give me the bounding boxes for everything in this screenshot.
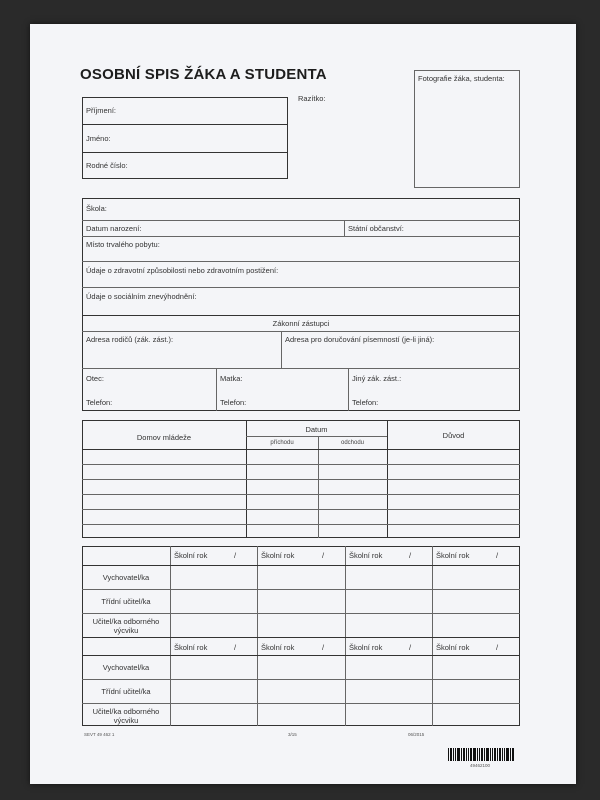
barcode-bar [470,748,472,761]
divider [246,436,387,437]
divider [318,436,319,538]
social-label: Údaje o sociálním znevýhodnění: [86,292,197,301]
date-header: Datum [305,425,328,434]
divider [82,236,520,237]
school-year-header: Školní rok [436,551,470,560]
barcode-bar [455,748,456,761]
school-year-header: Školní rok [349,551,383,560]
barcode-bar [457,748,460,761]
divider [257,546,258,726]
table-row [82,464,520,465]
reason-header: Důvod [442,431,465,440]
barcode-bar [484,748,485,761]
school-year-header: Školní rok [436,643,470,652]
form-title: OSOBNÍ SPIS ŽÁKA A STUDENTA [80,66,327,83]
barcode-bar [468,748,469,761]
class-teacher-label: Třídní učitel/ka [101,687,151,696]
divider [432,546,433,726]
divider [345,546,346,726]
divider [348,368,349,411]
first-name-label: Jméno: [86,134,111,143]
barcode-bar [461,748,462,761]
vocational-teacher-label: Učitel/ka odborného výcviku [92,707,160,725]
slash: / [409,643,412,652]
school-year-header: Školní rok [261,643,295,652]
stamp-label: Razítko: [298,94,326,103]
school-year-header: Školní rok [174,643,208,652]
health-label: Údaje o zdravotní způsobilosti nebo zdravotním postižení: [86,266,279,275]
form-sheet [30,24,576,784]
barcode-bar [448,748,449,761]
divider [82,124,288,125]
barcode-bar [466,748,467,761]
barcode-bar [502,748,503,761]
departure-header: odchodu [340,440,365,446]
footer-code: SEVT 49 462 1 [84,732,115,737]
divider [82,220,520,221]
photo-label: Fotografie žáka, studenta: [418,74,505,83]
divider [281,331,282,368]
divider [82,589,520,590]
divider [82,152,288,153]
divider [344,220,345,236]
father-label: Otec: [86,374,104,383]
barcode-bar [506,748,509,761]
school-section [82,198,520,411]
surname-label: Příjmení: [86,106,117,115]
educator-label: Vychovatel/ka [102,663,150,672]
slash: / [234,551,237,560]
phone-label: Telefon: [352,398,379,407]
divider [82,655,520,656]
divider [82,565,520,566]
table-row [82,494,520,495]
barcode-bar [512,748,514,761]
slash: / [322,551,325,560]
slash: / [234,643,237,652]
divider [82,261,520,262]
school-year-header: Školní rok [261,551,295,560]
delivery-address-label: Adresa pro doručování písemností (je-li jiná): [285,335,435,344]
divider [170,546,171,726]
barcode-bar [477,748,478,761]
parents-address-label: Adresa rodičů (zák. zást.): [86,335,174,344]
mother-label: Matka: [220,374,243,383]
school-label: Škola: [86,204,107,213]
barcode-bar [494,748,496,761]
slash: / [322,643,325,652]
divider [82,703,520,704]
barcode-bar [492,748,493,761]
divider [82,368,520,369]
slash: / [409,551,412,560]
phone-label: Telefon: [86,398,113,407]
divider [82,287,520,288]
barcode-bar [486,748,489,761]
barcode-number: 49462100 [470,763,491,768]
divider [82,679,520,680]
barcode-bar [481,748,483,761]
barcode-bar [510,748,511,761]
school-year-header: Školní rok [174,551,208,560]
slash: / [496,551,499,560]
barcode-bar [499,748,501,761]
other-guardian-label: Jiný zák. zást.: [352,374,402,383]
school-year-header: Školní rok [349,643,383,652]
divider [82,315,520,316]
citizenship-label: Státní občanství: [348,224,404,233]
barcode-bar [479,748,480,761]
divider [82,637,520,638]
table-row [82,524,520,525]
divider [82,331,520,332]
barcode-bar [473,748,476,761]
barcode-bar [453,748,454,761]
table-row [82,509,520,510]
class-teacher-label: Třídní učitel/ka [101,597,151,606]
dormitory-header: Domov mládeže [136,433,192,442]
guardians-label: Zákonní zástupci [272,319,330,328]
phone-label: Telefon: [220,398,247,407]
slash: / [496,643,499,652]
birth-number-label: Rodné číslo: [86,161,128,170]
birth-date-label: Datum narození: [86,224,142,233]
footer-number: 3/15 [288,732,297,737]
residence-label: Místo trvalého pobytu: [86,240,160,249]
photo-box [414,70,520,188]
barcode-bar [450,748,452,761]
footer-date: 06/2015 [408,732,425,737]
divider [82,449,520,450]
barcode-bar [463,748,465,761]
barcode-bar [497,748,498,761]
arrival-header: příchodu [270,440,294,446]
divider [216,368,217,411]
table-row [82,479,520,480]
barcode-bar [490,748,491,761]
barcode-icon [448,748,520,761]
divider [82,613,520,614]
barcode-bar [504,748,505,761]
educator-label: Vychovatel/ka [102,573,150,582]
vocational-teacher-label: Učitel/ka odborného výcviku [92,617,160,635]
